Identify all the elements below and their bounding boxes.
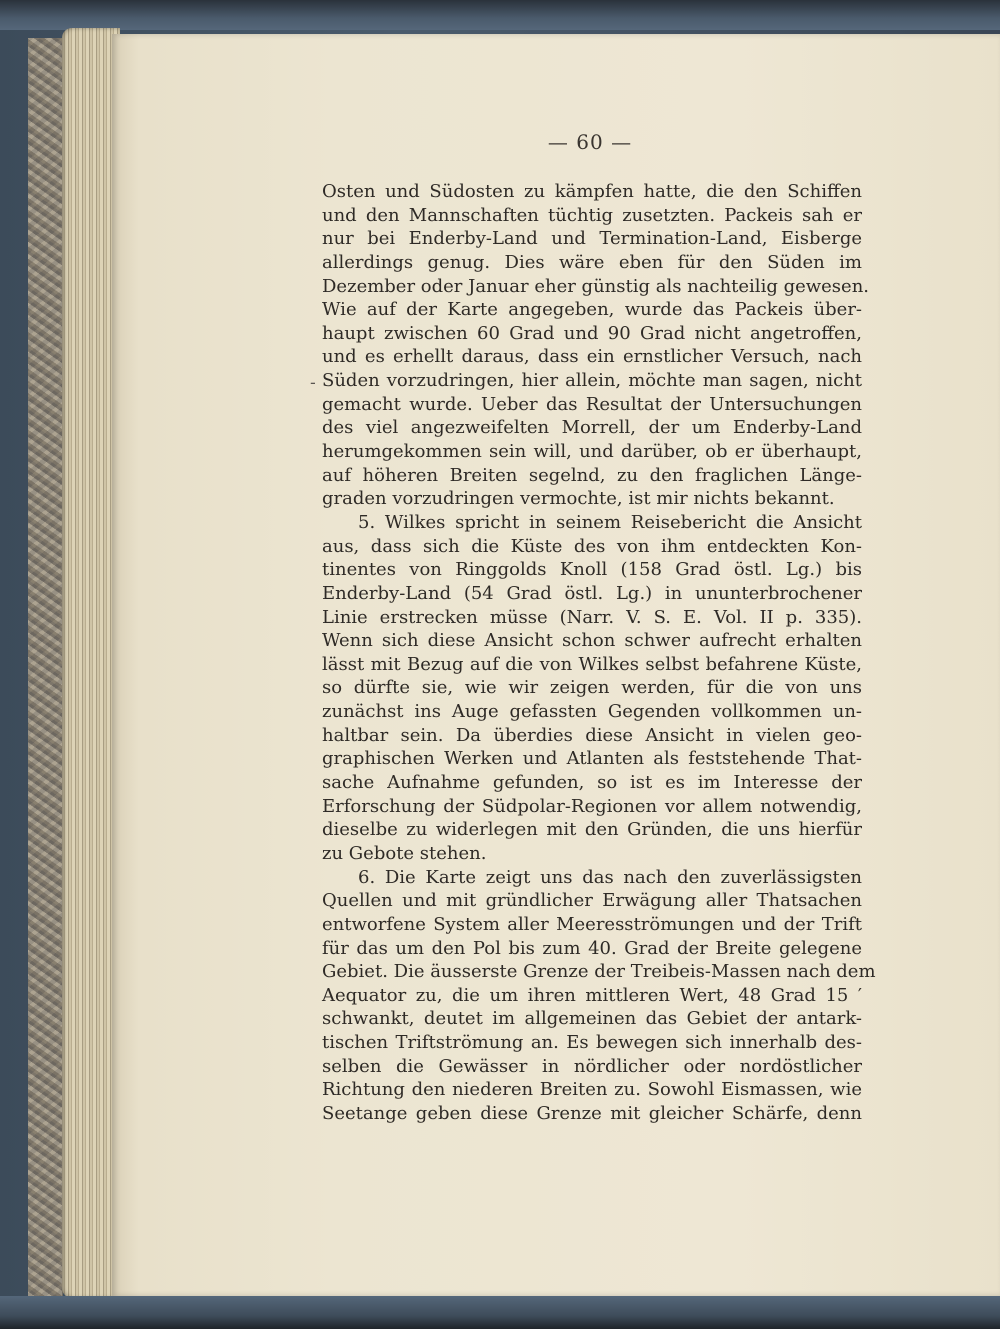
text-line: allerdings genug. Dies wäre eben für den Süden im bbox=[322, 251, 862, 273]
text-line: und es erhellt daraus, dass ein ernstlicher Versuch, nach bbox=[322, 346, 862, 368]
book-cover-top-edge bbox=[0, 0, 1000, 30]
text-line: herumgekommen sein will, und darüber, ob er überhaupt, bbox=[322, 441, 862, 463]
text-line: Dezember oder Januar eher günstig als nachteilig gewesen. bbox=[322, 275, 870, 297]
text-line: haupt zwischen 60 Grad und 90 Grad nicht angetroffen, bbox=[322, 322, 862, 344]
text-line: tinentes von Ringgolds Knoll (158 Grad östl. Lg.) bis bbox=[322, 559, 862, 581]
text-line: Wenn sich diese Ansicht schon schwer aufrecht erhalten bbox=[322, 630, 862, 652]
text-line: Osten und Südosten zu kämpfen hatte, die den Schiffen bbox=[322, 181, 862, 202]
text-line: graphischen Werken und Atlanten als feststehende That- bbox=[322, 748, 862, 770]
text-line: entworfene System aller Meeresströmungen und der Trift bbox=[322, 913, 862, 935]
book-cover-bottom-edge bbox=[0, 1296, 1000, 1329]
text-line: nur bei Enderby-Land und Termination-Land, Eisberge bbox=[322, 228, 862, 250]
text-line: für das um den Pol bis zum 40. Grad der Breite gelegene bbox=[322, 937, 862, 959]
text-line: zunächst ins Auge gefassten Gegenden vollkommen un- bbox=[322, 701, 862, 723]
text-line: Gebiet. Die äusserste Grenze der Treibeis-Massen nach dem bbox=[322, 961, 876, 983]
text-line: Enderby-Land (54 Grad östl. Lg.) in ununterbrochener bbox=[322, 582, 862, 604]
marbled-endpaper bbox=[28, 38, 63, 1300]
text-line: aus, dass sich die Küste des von ihm entdeckten Kon- bbox=[322, 535, 862, 557]
text-line: Linie erstrecken müsse (Narr. V. S. E. Vol. II p. 335). bbox=[322, 606, 862, 628]
text-line: lässt mit Bezug auf die von Wilkes selbst befahrene Küste, bbox=[322, 653, 862, 675]
text-line: Wie auf der Karte angegeben, wurde das Packeis über- bbox=[322, 299, 862, 321]
text-line: Süden vorzudringen, hier allein, möchte man sagen, nicht bbox=[322, 370, 862, 392]
text-line: gemacht wurde. Ueber das Resultat der Untersuchungen bbox=[322, 393, 862, 415]
body-text bbox=[322, 180, 876, 1126]
text-line: schwankt, deutet im allgemeinen das Gebiet der antark- bbox=[322, 1008, 862, 1030]
text-line: sache Aufnahme gefunden, so ist es im Interesse der bbox=[322, 772, 862, 794]
text-line: Richtung den niederen Breiten zu. Sowohl Eismassen, wie bbox=[322, 1079, 862, 1101]
text-line: Aequator zu, die um ihren mittleren Wert, 48 Grad 15 ′ bbox=[322, 984, 862, 1006]
page-number bbox=[0, 130, 1000, 154]
text-line: selben die Gewässer in nördlicher oder nordöstlicher bbox=[322, 1055, 862, 1077]
text-line: Erforschung der Südpolar-Regionen vor allem notwendig, bbox=[322, 795, 862, 817]
text-line: Quellen und mit gründlicher Erwägung aller Thatsachen bbox=[322, 890, 862, 912]
text-line: tischen Triftströmung an. Es bewegen sich innerhalb des- bbox=[322, 1032, 862, 1054]
page-number-text: — 60 — bbox=[547, 130, 633, 154]
margin-pencil-mark: - bbox=[310, 373, 316, 392]
text-line: graden vorzudringen vermochte, ist mir nichts bekannt. bbox=[322, 488, 835, 510]
text-line: und den Mannschaften tüchtig zusetzten. Packeis sah er bbox=[322, 204, 862, 226]
text-line: des viel angezweifelten Morrell, der um Enderby-Land bbox=[322, 417, 862, 439]
text-line: haltbar sein. Da überdies diese Ansicht in vielen geo- bbox=[322, 724, 862, 746]
text-line: dieselbe zu widerlegen mit den Gründen, die uns hierfür bbox=[322, 819, 862, 841]
text-line: auf höheren Breiten segelnd, zu den fraglichen Länge- bbox=[322, 464, 862, 486]
text-line: so dürfte sie, wie wir zeigen werden, für die von uns bbox=[322, 677, 862, 699]
paragraph-start-line: 5. Wilkes spricht in seinem Reisebericht die Ansicht bbox=[358, 511, 862, 533]
text-line: zu Gebote stehen. bbox=[322, 842, 487, 864]
text-line: Seetange geben diese Grenze mit gleicher Schärfe, denn bbox=[322, 1102, 862, 1124]
paragraph-start-line: 6. Die Karte zeigt uns das nach den zuverlässigsten bbox=[358, 866, 862, 888]
